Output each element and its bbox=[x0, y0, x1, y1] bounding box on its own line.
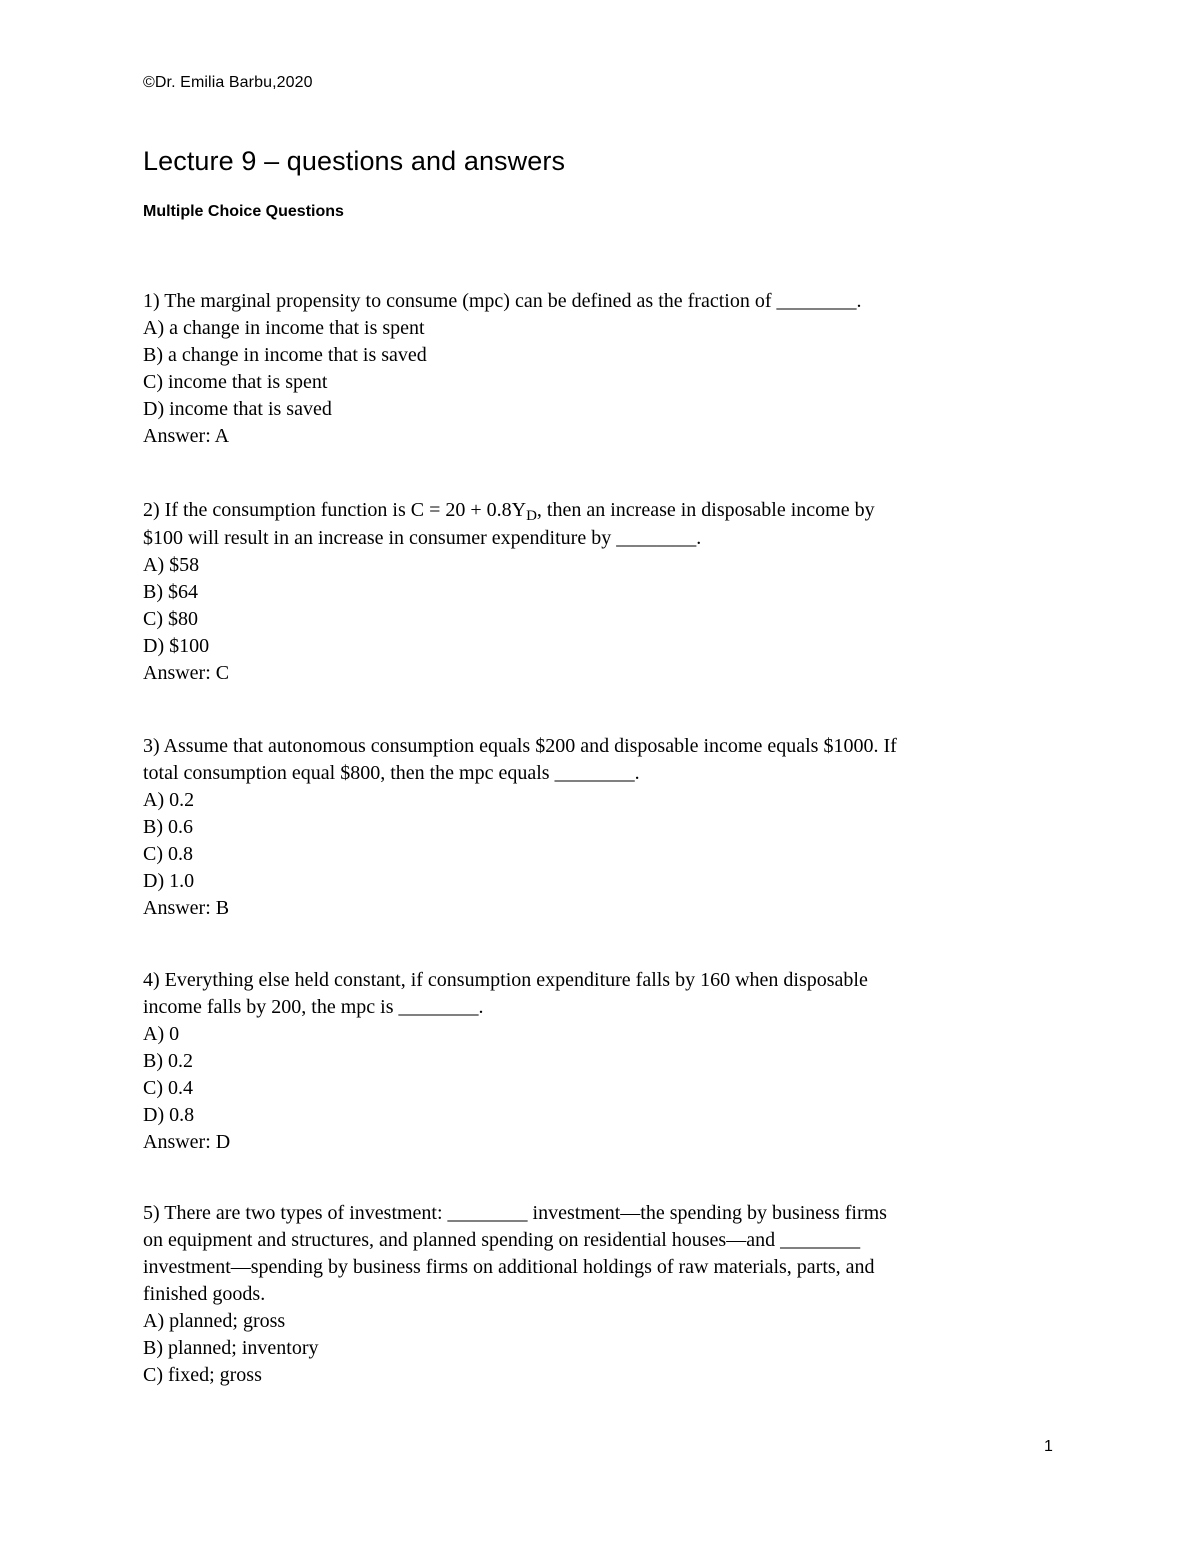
question-1 bbox=[143, 288, 1043, 450]
subscript-d: D bbox=[526, 508, 537, 524]
question-5 bbox=[143, 1200, 1043, 1389]
question-stem: 4) Everything else held constant, if consumption expenditure falls by 160 when disposable bbox=[143, 969, 868, 991]
option-a: A) $58 bbox=[143, 554, 200, 576]
question-stem: 1) The marginal propensity to consume (mpc) can be defined as the fraction of ________. bbox=[143, 290, 862, 312]
option-d: D) income that is saved bbox=[143, 398, 332, 420]
option-a: A) planned; gross bbox=[143, 1310, 286, 1332]
answer: Answer: D bbox=[143, 1131, 231, 1153]
option-d: D) $100 bbox=[143, 635, 210, 657]
option-a: A) 0.2 bbox=[143, 789, 195, 811]
question-2 bbox=[143, 496, 1043, 687]
question-stem-continued: finished goods. bbox=[143, 1283, 266, 1305]
answer: Answer: A bbox=[143, 425, 230, 447]
page-title: Lecture 9 – questions and answers bbox=[143, 146, 566, 176]
option-b: B) a change in income that is saved bbox=[143, 344, 427, 366]
option-d: D) 1.0 bbox=[143, 870, 195, 892]
option-c: C) 0.8 bbox=[143, 843, 193, 865]
answer: Answer: C bbox=[143, 662, 230, 684]
question-stem-continued: on equipment and structures, and planned spending on residential houses—and ________ bbox=[143, 1229, 861, 1251]
question-stem: 5) There are two types of investment: ________ investment—the spending by business firms bbox=[143, 1202, 887, 1224]
question-3 bbox=[143, 733, 1043, 922]
option-d: D) 0.8 bbox=[143, 1104, 195, 1126]
answer: Answer: B bbox=[143, 897, 230, 919]
copyright-header: ©Dr. Emilia Barbu,2020 bbox=[143, 74, 313, 91]
option-a: A) a change in income that is spent bbox=[143, 317, 425, 339]
question-4 bbox=[143, 967, 1043, 1156]
question-stem-continued: investment—spending by business firms on additional holdings of raw materials, parts, and bbox=[143, 1256, 875, 1278]
option-b: B) planned; inventory bbox=[143, 1337, 319, 1359]
option-c: C) 0.4 bbox=[143, 1077, 193, 1099]
option-b: B) 0.2 bbox=[143, 1050, 193, 1072]
option-c: C) income that is spent bbox=[143, 371, 328, 393]
question-stem-continued: income falls by 200, the mpc is ________. bbox=[143, 996, 484, 1018]
question-stem-continued: total consumption equal $800, then the mpc equals ________. bbox=[143, 762, 640, 784]
page-number: 1 bbox=[1044, 1438, 1053, 1455]
section-subtitle: Multiple Choice Questions bbox=[143, 203, 344, 220]
option-c: C) $80 bbox=[143, 608, 198, 630]
option-a: A) 0 bbox=[143, 1023, 180, 1045]
stem-text-before: 2) If the consumption function is C = 20 + 0.8Y bbox=[143, 499, 527, 521]
question-stem: 3) Assume that autonomous consumption equals $200 and disposable income equals $1000. If bbox=[143, 735, 897, 757]
stem-text-after: , then an increase in disposable income by bbox=[536, 499, 875, 521]
option-b: B) 0.6 bbox=[143, 816, 193, 838]
option-c: C) fixed; gross bbox=[143, 1364, 262, 1386]
question-stem-continued: $100 will result in an increase in consumer expenditure by ________. bbox=[143, 527, 702, 549]
question-stem bbox=[143, 496, 1043, 525]
option-b: B) $64 bbox=[143, 581, 198, 603]
